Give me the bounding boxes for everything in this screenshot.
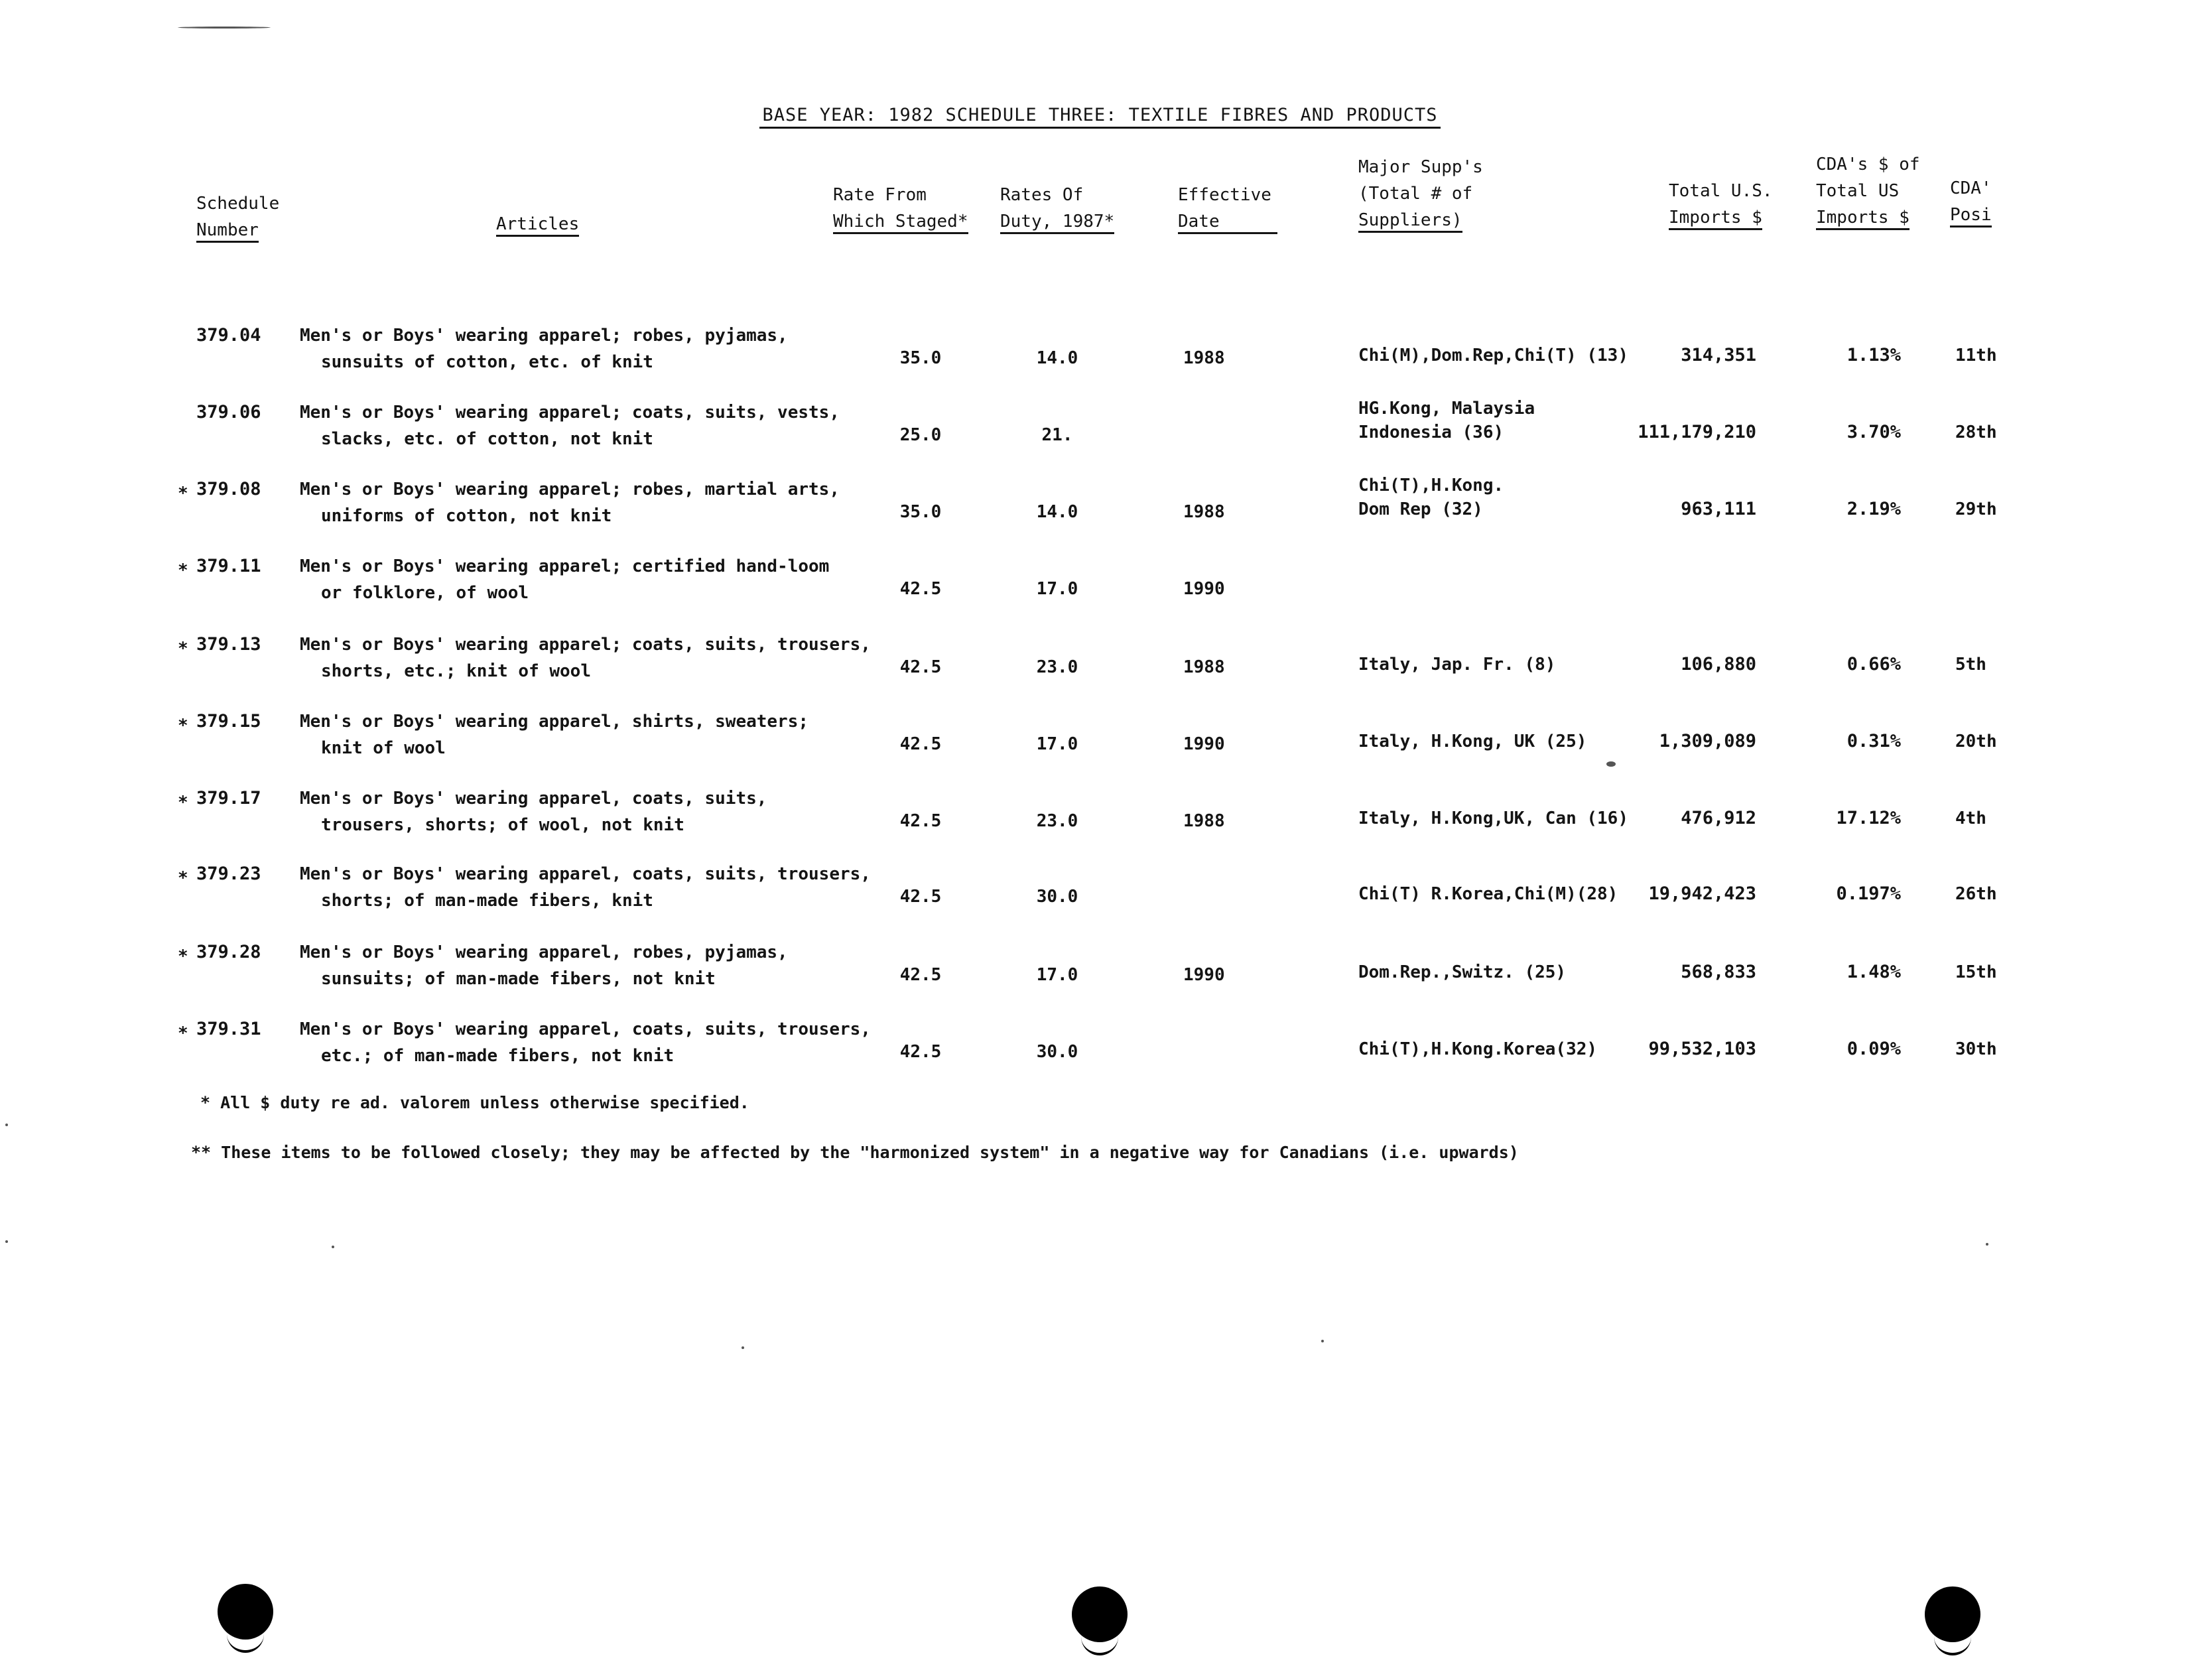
cda-share: 0.09% [1846, 1039, 1901, 1059]
rate-of-duty: 14.0 [1036, 348, 1078, 368]
cda-position: 26th [1955, 884, 1997, 904]
rate-from: 25.0 [899, 425, 942, 445]
header-effective-date [1178, 182, 1277, 235]
effective-date: 1988 [1183, 502, 1225, 522]
cda-position: 20th [1955, 732, 1997, 751]
rate-of-duty: 17.0 [1036, 579, 1078, 599]
rate-of-duty: 23.0 [1036, 657, 1078, 677]
suppliers-line2: Dom Rep (32) [1358, 499, 1483, 519]
row-marker: * [178, 946, 188, 966]
schedule-number: 379.17 [196, 788, 261, 808]
us-imports: 963,111 [1681, 499, 1756, 519]
article-line1: Men's or Boys' wearing apparel; certified hand-loom [300, 556, 830, 576]
rate-of-duty: 21. [1041, 425, 1073, 445]
cda-position: 28th [1955, 422, 1997, 442]
row-marker: * [178, 1023, 188, 1043]
cda-position: 29th [1955, 499, 1997, 519]
suppliers-line2: Dom.Rep.,Switz. (25) [1358, 962, 1567, 982]
suppliers-line2: Italy, Jap. Fr. (8) [1358, 655, 1556, 675]
article-line1: Men's or Boys' wearing apparel, coats, suits, trousers, [300, 864, 871, 884]
effective-date: 1988 [1183, 348, 1225, 368]
header-suppliers-line3: Suppliers) [1358, 210, 1462, 233]
rate-from: 35.0 [899, 502, 942, 522]
schedule-number: 379.04 [196, 325, 261, 346]
rate-from: 42.5 [899, 657, 942, 677]
rate-from: 35.0 [899, 348, 942, 368]
table-row [0, 389, 2200, 455]
binder-hole-left [218, 1584, 273, 1640]
effective-date: 1988 [1183, 811, 1225, 831]
header-schedule-line2: Number [196, 220, 259, 243]
table-row [0, 698, 2200, 764]
header-cda-share [1816, 151, 1920, 231]
table-row [0, 850, 2200, 917]
scan-mark [1321, 1340, 1324, 1342]
header-date-line1: Effective [1178, 185, 1271, 205]
rate-of-duty: 17.0 [1036, 965, 1078, 985]
schedule-title [0, 105, 2200, 125]
cda-position: 11th [1955, 346, 1997, 365]
header-major-suppliers [1358, 154, 1483, 233]
table-row [0, 466, 2200, 532]
header-rates-line2: Duty, 1987* [1000, 211, 1114, 234]
row-marker: * [178, 484, 188, 503]
us-imports: 99,532,103 [1648, 1039, 1756, 1059]
rate-from: 42.5 [899, 734, 942, 754]
suppliers-line2: Italy, H.Kong,UK, Can (16) [1358, 808, 1628, 828]
us-imports: 314,351 [1681, 345, 1756, 365]
schedule-number: 379.28 [196, 942, 261, 962]
article-line2: trousers, shorts; of wool, not knit [321, 815, 684, 835]
article-line2: shorts, etc.; knit of wool [321, 661, 591, 681]
table-row [0, 775, 2200, 841]
cda-share: 2.19% [1846, 499, 1901, 519]
us-imports: 111,179,210 [1638, 422, 1756, 442]
cda-position: 15th [1955, 962, 1997, 982]
header-share-line1: CDA's $ of [1816, 155, 1920, 174]
schedule-number: 379.23 [196, 864, 261, 884]
cda-share: 0.31% [1846, 731, 1901, 751]
header-share-line3: Imports $ [1816, 207, 1909, 230]
cda-share: 0.197% [1836, 883, 1901, 904]
effective-date: 1990 [1183, 579, 1225, 599]
cda-share: 1.48% [1846, 962, 1901, 982]
article-line2: or folklore, of wool [321, 583, 529, 603]
suppliers-line2: Italy, H.Kong, UK (25) [1358, 732, 1587, 751]
scan-mark [5, 1124, 8, 1126]
binder-hole-center [1072, 1586, 1128, 1642]
article-line1: Men's or Boys' wearing apparel, shirts, sweaters; [300, 712, 809, 732]
article-line2: sunsuits; of man-made fibers, not knit [321, 969, 716, 989]
row-marker: * [178, 639, 188, 659]
header-rate-from-line2: Which Staged* [833, 211, 968, 234]
schedule-number: 379.06 [196, 402, 261, 422]
article-line1: Men's or Boys' wearing apparel, robes, pyjamas, [300, 942, 788, 962]
us-imports: 1,309,089 [1659, 731, 1756, 751]
header-suppliers-line1: Major Supp's [1358, 157, 1483, 177]
row-marker: * [178, 560, 188, 580]
table-row [0, 543, 2200, 609]
suppliers-line1: HG.Kong, Malaysia [1358, 399, 1535, 419]
cda-share: 17.12% [1836, 808, 1901, 828]
article-line2: shorts; of man-made fibers, knit [321, 891, 653, 911]
article-line1: Men's or Boys' wearing apparel; robes, pyjamas, [300, 326, 788, 346]
us-imports: 568,833 [1681, 962, 1756, 982]
row-marker: * [178, 868, 188, 888]
article-line2: etc.; of man-made fibers, not knit [321, 1046, 675, 1066]
header-articles-text: Articles [496, 214, 579, 237]
header-suppliers-line2: (Total # of [1358, 184, 1473, 204]
cda-position: 30th [1955, 1039, 1997, 1059]
rate-of-duty: 14.0 [1036, 502, 1078, 522]
cda-position: 4th [1955, 808, 1986, 828]
scan-mark [742, 1346, 744, 1349]
schedule-title-text: BASE YEAR: 1982 SCHEDULE THREE: TEXTILE FIBRES AND PRODUCTS [759, 105, 1440, 129]
row-marker: * [178, 716, 188, 736]
scan-mark [332, 1246, 334, 1248]
header-articles [496, 211, 579, 237]
schedule-number: 379.15 [196, 711, 261, 732]
effective-date: 1990 [1183, 734, 1225, 754]
header-pos-line2: Posi [1950, 204, 1992, 227]
scan-mark [1986, 1243, 1988, 1246]
us-imports: 106,880 [1681, 654, 1756, 675]
effective-date: 1988 [1183, 657, 1225, 677]
scan-mark [1606, 761, 1616, 767]
schedule-number: 379.11 [196, 556, 261, 576]
scan-mark [178, 27, 271, 29]
schedule-number: 379.08 [196, 479, 261, 499]
rate-of-duty: 30.0 [1036, 887, 1078, 907]
table-row [0, 929, 2200, 995]
rate-of-duty: 30.0 [1036, 1042, 1078, 1062]
suppliers-line2: Chi(T),H.Kong.Korea(32) [1358, 1039, 1598, 1059]
suppliers-line2: Indonesia (36) [1358, 422, 1504, 442]
suppliers-line2: Chi(T) R.Korea,Chi(M)(28) [1358, 884, 1618, 904]
schedule-number: 379.13 [196, 634, 261, 655]
header-share-line2: Total US [1816, 181, 1900, 201]
header-cda-position [1950, 175, 1992, 228]
us-imports: 476,912 [1681, 808, 1756, 828]
article-line2: sunsuits of cotton, etc. of knit [321, 352, 653, 372]
binder-hole-right [1925, 1586, 1980, 1642]
article-line2: knit of wool [321, 738, 446, 758]
header-imports-line1: Total U.S. [1669, 181, 1773, 201]
header-date-line2: Date [1178, 211, 1277, 234]
article-line2: slacks, etc. of cotton, not knit [321, 429, 653, 449]
rate-from: 42.5 [899, 965, 942, 985]
header-schedule-line1: Schedule [196, 194, 280, 214]
cda-share: 0.66% [1846, 654, 1901, 675]
cda-share: 1.13% [1846, 345, 1901, 365]
table-row [0, 1005, 2200, 1072]
row-marker: * [178, 793, 188, 812]
article-line1: Men's or Boys' wearing apparel, coats, suits, trousers, [300, 1019, 871, 1039]
rate-from: 42.5 [899, 579, 942, 599]
header-rates-line1: Rates Of [1000, 185, 1084, 205]
article-line1: Men's or Boys' wearing apparel; coats, suits, vests, [300, 403, 840, 422]
us-imports: 19,942,423 [1648, 883, 1756, 904]
rate-of-duty: 23.0 [1036, 811, 1078, 831]
header-rate-from-line1: Rate From [833, 185, 927, 205]
rate-from: 42.5 [899, 887, 942, 907]
header-pos-line1: CDA' [1950, 178, 1992, 198]
table-row [0, 312, 2200, 378]
article-line2: uniforms of cotton, not knit [321, 506, 612, 526]
footnote-harmonized: ** These items to be followed closely; they may be affected by the "harmonized system" in a negative way for Canadians (i.e. upwards) [191, 1143, 1519, 1162]
rate-of-duty: 17.0 [1036, 734, 1078, 754]
suppliers-line1: Chi(T),H.Kong. [1358, 476, 1504, 495]
header-total-us-imports [1669, 178, 1773, 231]
header-schedule-number [196, 190, 279, 243]
rate-from: 42.5 [899, 1042, 942, 1062]
article-line1: Men's or Boys' wearing apparel; coats, suits, trousers, [300, 635, 871, 655]
article-line1: Men's or Boys' wearing apparel; robes, martial arts, [300, 480, 840, 499]
header-rate-from [833, 182, 968, 235]
scan-mark [5, 1240, 8, 1243]
article-line1: Men's or Boys' wearing apparel, coats, suits, [300, 789, 767, 808]
schedule-number: 379.31 [196, 1019, 261, 1039]
cda-share: 3.70% [1846, 422, 1901, 442]
table-row [0, 621, 2200, 687]
rate-from: 42.5 [899, 811, 942, 831]
footnote-duty: * All $ duty re ad. valorem unless otherwise specified. [200, 1093, 749, 1112]
cda-position: 5th [1955, 655, 1986, 675]
header-imports-line2: Imports $ [1669, 207, 1762, 230]
suppliers-line2: Chi(M),Dom.Rep,Chi(T) (13) [1358, 346, 1628, 365]
effective-date: 1990 [1183, 965, 1225, 985]
header-rates-of-duty [1000, 182, 1114, 235]
